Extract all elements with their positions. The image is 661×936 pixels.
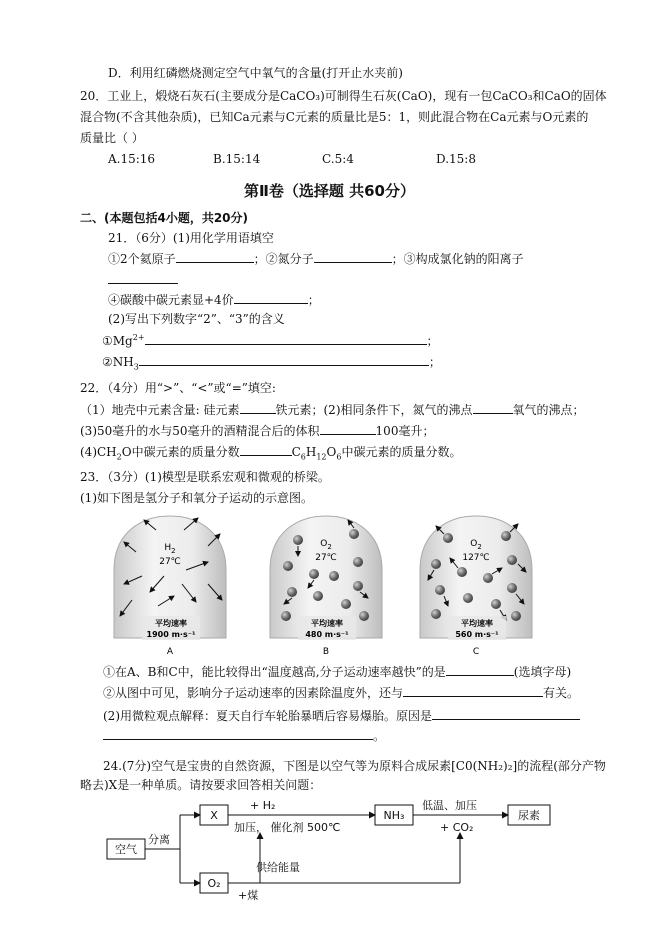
panel-b-letter: B [322,647,330,657]
q20-option-d: D.15:8 [436,152,476,166]
q22-line1 [80,402,585,418]
panel-a-speed-label: 平均速率 [155,619,187,628]
energy-label: 供给能量 [256,861,300,874]
q23-q3-cont [103,728,385,744]
glucose-h: H [305,445,317,459]
q21-mg-blank[interactable] [145,333,427,345]
x-label: X [210,809,218,822]
panel-b-speed-label: 平均速率 [311,619,343,628]
q22-line3 [80,444,461,460]
q23-q1-blank[interactable] [446,664,514,676]
panel-a-letter: A [166,647,174,657]
q21-row1 [108,251,524,267]
mg-label: ①Mg [102,334,133,348]
cond2-label: 低温、加压 [422,799,477,812]
q21-part2: (2)写出下列数字“2”、“3”的含义 [108,312,285,326]
separate-label: 分离 [148,833,170,846]
q21-b-blank[interactable] [314,251,392,263]
panel-b-gas: $O_2$ [320,539,332,551]
co2-label: + CO₂ [440,821,474,834]
panel-a [114,516,226,657]
q24-line1: 24.(7分)空气是宝贵的自然资源，下图是以空气等为原料合成尿素[C0(NH₂)₂]的流程(部分产物 [103,759,606,773]
section-title: 第Ⅱ卷（选择题 共60分） [244,182,415,200]
q22-3-end: 100毫升； [375,424,435,438]
panel-c [420,516,532,657]
glucose-o-sub: 6 [336,452,342,462]
q21-mg-row [102,333,439,349]
q23-q3-text: (2)用微粒观点解释：夏天自行车轮胎暴晒后容易爆胎。原因是 [103,709,433,723]
q23-q2-end: 有关。 [543,686,580,700]
part2-heading: 二、(本题包括4小题，共20分) [80,211,249,225]
q21-row2 [108,292,320,308]
q22-line2 [80,423,434,439]
q21-d-semi: ； [307,293,320,307]
nh3-box-label: NH₃ [383,809,405,822]
panel-a-temp: 27℃ [159,557,181,567]
q23-q2-text: ②从图中可见，影响分子运动速率的因素除温度外，还与 [103,686,404,700]
coal-label: +煤 [238,889,259,902]
q20-line2: 混合物(不含其他杂质)，已知Ca元素与C元素的质量比是5：1，则此混合物在Ca元素与O元素的 [80,110,589,124]
mg-charge: 2+ [132,333,145,342]
q22-4-text: O中碳元素的质量分数 [121,445,240,459]
q21-head: 21．（6分）(1)用化学用语填空 [108,231,274,245]
q22-1-blank[interactable] [240,402,276,414]
q21-d-label: ④碳酸中碳元素显+4价 [108,293,234,307]
air-label: 空气 [115,843,137,856]
molecule-figure [112,512,552,658]
q21-b-label: ；②氮分子 [253,252,314,266]
q22-4-blank[interactable] [240,444,292,456]
q20-option-b: B.15:14 [213,152,261,166]
q21-c-label: ；③构成氯化钠的阳离子 [391,252,524,266]
panel-b-speed: 480 m·s⁻¹ [305,630,349,639]
panel-b-temp: 27℃ [315,553,337,563]
h2-label: + H₂ [250,799,276,812]
q23-head: 23．（3分）(1)模型是联系宏观和微观的桥梁。 [80,470,330,484]
q19-option-d: D．利用红磷燃烧测定空气中氧气的含量(打开止水夹前) [108,66,403,80]
glucose-c: C [291,445,301,459]
panel-c-speed: 560 m·s⁻¹ [455,630,499,639]
q22-2-blank[interactable] [473,402,513,414]
q23-q3 [103,708,580,724]
q21-a-label: ①2个氦原子 [108,252,176,266]
panel-c-speed-label: 平均速率 [461,619,493,628]
glucose-c-sub: 6 [300,452,306,462]
glucose-h-sub: 12 [316,452,327,462]
cond1-label: 加压， 催化剂 500℃ [234,821,341,834]
urea-label: 尿素 [518,809,540,822]
q21-nh3-semi: ； [428,355,441,369]
q23-q3-blank2[interactable] [103,728,373,740]
q22-head: 22．（4分）用“>”、“<”或“=”填空: [80,381,276,395]
q23-q1 [103,664,571,680]
q22-4-end: 中碳元素的质量分数。 [341,445,462,459]
q21-nh3-row [102,354,441,370]
q20-line1: 20．工业上，煅烧石灰石(主要成分是CaCO₃)可制得生石灰(CaO)，现有一包CaCO₃和CaO的固体 [80,89,607,103]
o2-label: O₂ [207,877,221,890]
nh3-sub: 3 [133,362,139,372]
q23-q2-blank[interactable] [403,685,543,697]
q21-nh3-blank[interactable] [139,354,429,366]
q23-q1-hint: (选填字母) [513,665,572,679]
q21-a-blank[interactable] [176,251,254,263]
q22-3-text: (3)50毫升的水与50毫升的酒精混合后的体积 [80,424,320,438]
ch2o-sub: 2 [116,452,122,462]
q23-q3-end: 。 [373,729,386,743]
nh3-label: ②NH [102,355,134,369]
q20-option-c: C.5:4 [322,152,354,166]
q20-line3: 质量比（ ） [80,131,144,145]
q20-option-a: A.15:16 [108,152,156,166]
q21-c-blank[interactable] [108,272,178,284]
q23-q2 [103,685,579,701]
q22-3-blank[interactable] [320,423,376,435]
q22-2-text: 铁元素；(2)相同条件下，氮气的沸点 [275,403,473,417]
q23-q3-blank1[interactable] [432,708,580,720]
q21-d-blank[interactable] [234,292,308,304]
panel-c-letter: C [472,647,480,657]
panel-c-gas: $O_2$ [470,539,482,551]
q24-line2: 略去)X是一种单质。请按要求回答相关问题： [80,778,322,792]
q23-sub: (1)如下图是氢分子和氧分子运动的示意图。 [80,491,313,505]
ch2o-ch: (4)CH [80,445,117,459]
glucose-o: O [326,445,337,459]
q22-1-text: （1）地壳中元素含量: 硅元素 [80,403,240,417]
urea-flowchart [100,795,560,905]
q23-q1-text: ①在A、B和C中，能比较得出“温度越高,分子运动速率越快”的是 [103,665,446,679]
panel-c-temp: 127℃ [462,553,490,563]
panel-b [270,516,382,657]
q22-2-end: 氧气的沸点； [512,403,585,417]
q21-c-blank-row [108,272,178,288]
q21-mg-semi: ； [426,334,439,348]
panel-a-gas: $H_2$ [164,543,176,555]
panel-a-speed: 1900 m·s⁻¹ [146,630,196,639]
